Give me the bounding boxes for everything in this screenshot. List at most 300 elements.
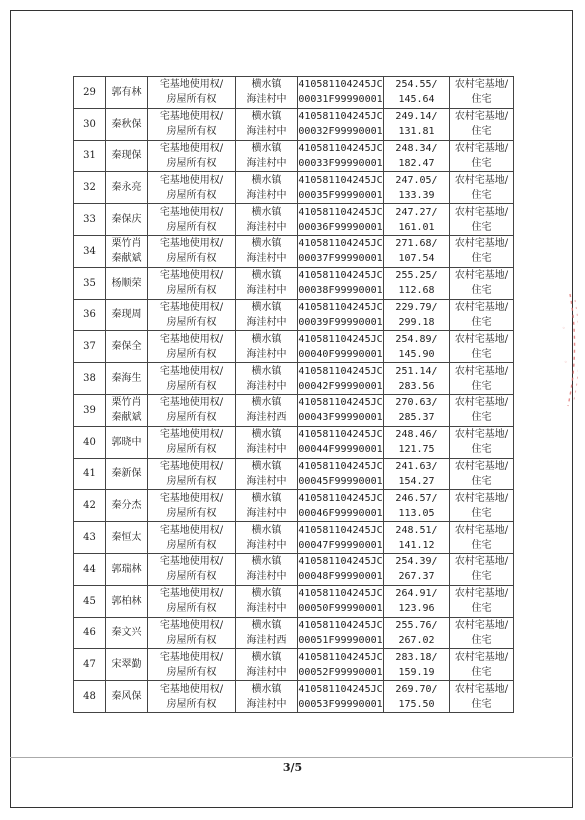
records-body: [74, 77, 514, 713]
row-number-cell: 43: [74, 522, 106, 554]
unit-code-cell: [298, 553, 384, 585]
land-use-cell: [450, 617, 514, 649]
area-cell: [384, 331, 450, 363]
right-type-line: 宅基地使用权/: [159, 111, 224, 123]
right-type-line: 宅基地使用权/: [159, 270, 224, 282]
area-line: 271.68/: [395, 238, 438, 250]
unit-code-line: 410581104245JC: [298, 556, 383, 568]
location-line: 海洼村中: [246, 666, 287, 678]
location-line: 横水镇: [251, 333, 282, 345]
location-cell: [236, 204, 298, 236]
unit-code-line: 00037F99990001: [298, 253, 383, 265]
area-line: 267.02: [398, 634, 435, 646]
land-use-line: 农村宅基地/: [454, 174, 509, 186]
owner-name-cell: 秦海生: [106, 363, 148, 395]
land-use-line: 农村宅基地/: [454, 683, 509, 695]
area-cell: [384, 235, 450, 267]
right-type-line: 宅基地使用权/: [159, 460, 224, 472]
location-cell: [236, 140, 298, 172]
location-line: 海洼村中: [246, 285, 287, 297]
land-use-line: 住宅: [471, 412, 492, 424]
area-cell: [384, 363, 450, 395]
area-line: 254.39/: [395, 556, 438, 568]
location-cell: [236, 77, 298, 109]
right-type-line: 宅基地使用权/: [159, 365, 224, 377]
location-line: 横水镇: [251, 238, 282, 250]
area-line: 113.05: [398, 507, 435, 519]
area-line: 254.55/: [395, 79, 438, 91]
right-type-line: 房屋所有权: [166, 348, 217, 360]
area-line: 249.14/: [395, 111, 438, 123]
right-type-line: 宅基地使用权/: [159, 333, 224, 345]
land-use-line: 住宅: [471, 507, 492, 519]
area-line: 154.27: [398, 475, 435, 487]
owner-name-cell: 秦秋保: [106, 108, 148, 140]
location-line: 海洼村中: [246, 189, 287, 201]
unit-code-cell: [298, 458, 384, 490]
location-line: 横水镇: [251, 270, 282, 282]
right-type-line: 宅基地使用权/: [159, 142, 224, 154]
owner-name-line: 秦献斌: [111, 253, 142, 265]
right-type-line: 房屋所有权: [166, 316, 217, 328]
unit-code-line: 410581104245JC: [298, 111, 383, 123]
unit-code-line: 410581104245JC: [298, 619, 383, 631]
right-type-line: 房屋所有权: [166, 444, 217, 456]
svg-text:◦: ◦: [562, 325, 566, 332]
owner-name-cell: 秦恒太: [106, 522, 148, 554]
area-cell: [384, 553, 450, 585]
right-type-line: 房屋所有权: [166, 221, 217, 233]
location-cell: [236, 458, 298, 490]
right-type-cell: [148, 426, 236, 458]
unit-code-line: 410581104245JC: [298, 492, 383, 504]
unit-code-cell: [298, 394, 384, 426]
location-line: 横水镇: [251, 588, 282, 600]
unit-code-line: 00046F99990001: [298, 507, 383, 519]
unit-code-line: 410581104245JC: [298, 588, 383, 600]
land-use-line: 住宅: [471, 539, 492, 551]
unit-code-line: 410581104245JC: [298, 429, 383, 441]
location-line: 海洼村中: [246, 94, 287, 106]
location-line: 海洼村中: [246, 698, 287, 710]
location-cell: [236, 490, 298, 522]
area-line: 175.50: [398, 698, 435, 710]
owner-name-cell: 秦风保: [106, 681, 148, 713]
location-line: 海洼村中: [246, 571, 287, 583]
unit-code-cell: [298, 649, 384, 681]
unit-code-line: 00050F99990001: [298, 603, 383, 615]
land-use-line: 住宅: [471, 189, 492, 201]
table-row: [74, 649, 514, 681]
land-use-cell: [450, 77, 514, 109]
owner-name-cell: 秦永亮: [106, 172, 148, 204]
table-row: [74, 458, 514, 490]
unit-code-line: 00035F99990001: [298, 189, 383, 201]
table-row: [74, 681, 514, 713]
unit-code-line: 00033F99990001: [298, 157, 383, 169]
location-cell: [236, 681, 298, 713]
location-line: 海洼村中: [246, 444, 287, 456]
land-use-line: 住宅: [471, 285, 492, 297]
unit-code-cell: [298, 585, 384, 617]
area-line: 161.01: [398, 221, 435, 233]
area-line: 247.05/: [395, 174, 438, 186]
unit-code-line: 410581104245JC: [298, 79, 383, 91]
right-type-cell: [148, 77, 236, 109]
location-line: 海洼村中: [246, 253, 287, 265]
area-line: 107.54: [398, 253, 435, 265]
right-type-cell: [148, 331, 236, 363]
land-use-line: 住宅: [471, 316, 492, 328]
unit-code-cell: [298, 331, 384, 363]
area-cell: [384, 77, 450, 109]
unit-code-cell: [298, 681, 384, 713]
unit-code-cell: [298, 522, 384, 554]
row-number-cell: 40: [74, 426, 106, 458]
land-use-line: 农村宅基地/: [454, 429, 509, 441]
unit-code-cell: [298, 108, 384, 140]
land-use-line: 农村宅基地/: [454, 206, 509, 218]
owner-name-cell: 秦文兴: [106, 617, 148, 649]
owner-name-cell: 秦分杰: [106, 490, 148, 522]
location-line: 横水镇: [251, 619, 282, 631]
area-line: 131.81: [398, 126, 435, 138]
right-type-line: 房屋所有权: [166, 285, 217, 297]
land-use-cell: [450, 140, 514, 172]
area-line: 121.75: [398, 444, 435, 456]
records-table: [73, 76, 514, 713]
area-line: 255.76/: [395, 619, 438, 631]
land-use-line: 农村宅基地/: [454, 588, 509, 600]
location-line: 海洼村中: [246, 507, 287, 519]
land-use-cell: [450, 522, 514, 554]
right-type-line: 宅基地使用权/: [159, 619, 224, 631]
row-number-cell: 33: [74, 204, 106, 236]
land-use-line: 农村宅基地/: [454, 79, 509, 91]
location-line: 海洼村中: [246, 380, 287, 392]
area-line: 229.79/: [395, 301, 438, 313]
unit-code-cell: [298, 490, 384, 522]
owner-name-cell: 秦现保: [106, 140, 148, 172]
row-number-cell: 32: [74, 172, 106, 204]
table-row: [74, 77, 514, 109]
land-use-line: 住宅: [471, 94, 492, 106]
right-type-line: 宅基地使用权/: [159, 492, 224, 504]
table-row: [74, 553, 514, 585]
unit-code-cell: [298, 172, 384, 204]
unit-code-line: 00032F99990001: [298, 126, 383, 138]
land-use-line: 住宅: [471, 666, 492, 678]
land-use-line: 住宅: [471, 571, 492, 583]
area-cell: [384, 522, 450, 554]
unit-code-line: 410581104245JC: [298, 270, 383, 282]
right-type-line: 房屋所有权: [166, 94, 217, 106]
unit-code-line: 00052F99990001: [298, 666, 383, 678]
location-cell: [236, 426, 298, 458]
right-type-line: 房屋所有权: [166, 539, 217, 551]
location-cell: [236, 649, 298, 681]
unit-code-line: 410581104245JC: [298, 238, 383, 250]
land-use-line: 农村宅基地/: [454, 619, 509, 631]
location-line: 横水镇: [251, 651, 282, 663]
owner-name-line: 栗竹肖: [111, 397, 142, 409]
area-line: 246.57/: [395, 492, 438, 504]
land-use-cell: [450, 299, 514, 331]
area-line: 270.63/: [395, 397, 438, 409]
owner-name-cell: 郭柏林: [106, 585, 148, 617]
area-line: 283.18/: [395, 651, 438, 663]
row-number-cell: 34: [74, 235, 106, 267]
right-type-line: 宅基地使用权/: [159, 238, 224, 250]
area-cell: [384, 426, 450, 458]
land-use-line: 住宅: [471, 253, 492, 265]
owner-name-cell: [106, 235, 148, 267]
area-cell: [384, 267, 450, 299]
unit-code-line: 00044F99990001: [298, 444, 383, 456]
row-number-cell: 37: [74, 331, 106, 363]
unit-code-line: 410581104245JC: [298, 460, 383, 472]
table-row: [74, 108, 514, 140]
row-number-cell: 46: [74, 617, 106, 649]
owner-name-cell: 秦现周: [106, 299, 148, 331]
right-type-line: 房屋所有权: [166, 157, 217, 169]
land-use-line: 住宅: [471, 444, 492, 456]
right-type-line: 宅基地使用权/: [159, 429, 224, 441]
unit-code-line: 00036F99990001: [298, 221, 383, 233]
table-row: [74, 522, 514, 554]
land-use-cell: [450, 426, 514, 458]
right-type-cell: [148, 363, 236, 395]
location-line: 横水镇: [251, 174, 282, 186]
location-line: 海洼村西: [246, 412, 287, 424]
row-number-cell: 39: [74, 394, 106, 426]
right-type-line: 房屋所有权: [166, 253, 217, 265]
table-row: [74, 617, 514, 649]
owner-name-line: 秦献斌: [111, 412, 142, 424]
right-type-line: 房屋所有权: [166, 634, 217, 646]
unit-code-line: 410581104245JC: [298, 174, 383, 186]
area-line: 123.96: [398, 603, 435, 615]
right-type-line: 宅基地使用权/: [159, 206, 224, 218]
owner-name-cell: 郭有林: [106, 77, 148, 109]
right-type-cell: [148, 204, 236, 236]
area-line: 248.51/: [395, 524, 438, 536]
red-seal-stamp-edge: [548, 290, 578, 410]
location-line: 横水镇: [251, 492, 282, 504]
land-use-line: 农村宅基地/: [454, 111, 509, 123]
land-use-cell: [450, 585, 514, 617]
area-cell: [384, 585, 450, 617]
unit-code-cell: [298, 267, 384, 299]
location-line: 海洼村中: [246, 475, 287, 487]
right-type-line: 宅基地使用权/: [159, 79, 224, 91]
right-type-cell: [148, 522, 236, 554]
area-line: 255.25/: [395, 270, 438, 282]
area-line: 241.63/: [395, 460, 438, 472]
right-type-cell: [148, 267, 236, 299]
area-cell: [384, 299, 450, 331]
owner-name-cell: [106, 394, 148, 426]
area-cell: [384, 458, 450, 490]
unit-code-line: 410581104245JC: [298, 142, 383, 154]
land-use-line: 农村宅基地/: [454, 365, 509, 377]
land-use-line: 农村宅基地/: [454, 142, 509, 154]
land-use-cell: [450, 681, 514, 713]
land-use-cell: [450, 235, 514, 267]
land-use-line: 住宅: [471, 603, 492, 615]
owner-name-cell: 郭瑞林: [106, 553, 148, 585]
location-line: 横水镇: [251, 397, 282, 409]
row-number-cell: 38: [74, 363, 106, 395]
row-number-cell: 30: [74, 108, 106, 140]
right-type-line: 宅基地使用权/: [159, 301, 224, 313]
row-number-cell: 29: [74, 77, 106, 109]
unit-code-line: 410581104245JC: [298, 333, 383, 345]
unit-code-line: 00048F99990001: [298, 571, 383, 583]
right-type-line: 宅基地使用权/: [159, 524, 224, 536]
owner-name-cell: 秦保庆: [106, 204, 148, 236]
area-cell: [384, 172, 450, 204]
area-line: 254.89/: [395, 333, 438, 345]
table-row: [74, 299, 514, 331]
row-number-cell: 48: [74, 681, 106, 713]
row-number-cell: 44: [74, 553, 106, 585]
area-cell: [384, 140, 450, 172]
location-line: 海洼村中: [246, 221, 287, 233]
right-type-line: 房屋所有权: [166, 507, 217, 519]
unit-code-line: 410581104245JC: [298, 524, 383, 536]
land-use-line: 住宅: [471, 698, 492, 710]
location-cell: [236, 363, 298, 395]
footer-divider: [10, 757, 573, 758]
row-number-cell: 42: [74, 490, 106, 522]
area-line: 145.64: [398, 94, 435, 106]
location-line: 海洼村西: [246, 634, 287, 646]
right-type-line: 房屋所有权: [166, 126, 217, 138]
right-type-cell: [148, 108, 236, 140]
unit-code-line: 00051F99990001: [298, 634, 383, 646]
right-type-cell: [148, 299, 236, 331]
right-type-cell: [148, 553, 236, 585]
table-row: [74, 490, 514, 522]
location-line: 横水镇: [251, 206, 282, 218]
area-line: 247.27/: [395, 206, 438, 218]
land-use-line: 农村宅基地/: [454, 301, 509, 313]
row-number-cell: 45: [74, 585, 106, 617]
right-type-line: 宅基地使用权/: [159, 174, 224, 186]
land-use-line: 农村宅基地/: [454, 524, 509, 536]
right-type-line: 房屋所有权: [166, 698, 217, 710]
unit-code-line: 00043F99990001: [298, 412, 383, 424]
location-line: 横水镇: [251, 301, 282, 313]
location-line: 横水镇: [251, 429, 282, 441]
location-line: 横水镇: [251, 142, 282, 154]
owner-name-cell: 杨顺荣: [106, 267, 148, 299]
table-row: [74, 394, 514, 426]
row-number-cell: 41: [74, 458, 106, 490]
land-use-line: 住宅: [471, 475, 492, 487]
land-use-cell: [450, 394, 514, 426]
right-type-cell: [148, 490, 236, 522]
land-use-line: 住宅: [471, 634, 492, 646]
location-line: 海洼村中: [246, 157, 287, 169]
location-cell: [236, 108, 298, 140]
area-cell: [384, 649, 450, 681]
area-line: 251.14/: [395, 365, 438, 377]
unit-code-cell: [298, 363, 384, 395]
unit-code-line: 410581104245JC: [298, 683, 383, 695]
location-line: 横水镇: [251, 365, 282, 377]
location-line: 海洼村中: [246, 126, 287, 138]
land-use-cell: [450, 108, 514, 140]
land-use-line: 住宅: [471, 348, 492, 360]
land-use-cell: [450, 204, 514, 236]
area-cell: [384, 617, 450, 649]
area-line: 264.91/: [395, 588, 438, 600]
location-cell: [236, 585, 298, 617]
right-type-cell: [148, 235, 236, 267]
row-number-cell: 35: [74, 267, 106, 299]
land-use-line: 农村宅基地/: [454, 460, 509, 472]
land-use-cell: [450, 363, 514, 395]
land-use-cell: [450, 458, 514, 490]
right-type-cell: [148, 172, 236, 204]
owner-name-cell: 郭晓中: [106, 426, 148, 458]
unit-code-line: 00047F99990001: [298, 539, 383, 551]
land-use-line: 农村宅基地/: [454, 270, 509, 282]
area-line: 145.90: [398, 348, 435, 360]
location-line: 横水镇: [251, 111, 282, 123]
area-line: 267.37: [398, 571, 435, 583]
svg-text:◦: ◦: [564, 359, 568, 366]
unit-code-cell: [298, 235, 384, 267]
unit-code-cell: [298, 299, 384, 331]
unit-code-cell: [298, 77, 384, 109]
unit-code-line: 410581104245JC: [298, 397, 383, 409]
table-row: [74, 426, 514, 458]
right-type-line: 宅基地使用权/: [159, 651, 224, 663]
area-cell: [384, 108, 450, 140]
unit-code-cell: [298, 426, 384, 458]
table-row: [74, 140, 514, 172]
area-line: 112.68: [398, 285, 435, 297]
area-line: 269.70/: [395, 683, 438, 695]
table-row: [74, 235, 514, 267]
area-cell: [384, 394, 450, 426]
area-line: 248.34/: [395, 142, 438, 154]
unit-code-line: 00040F99990001: [298, 348, 383, 360]
owner-name-cell: 宋翠勤: [106, 649, 148, 681]
owner-name-line: 栗竹肖: [111, 238, 142, 250]
location-cell: [236, 522, 298, 554]
land-use-cell: [450, 267, 514, 299]
row-number-cell: 31: [74, 140, 106, 172]
area-line: 133.39: [398, 189, 435, 201]
right-type-line: 房屋所有权: [166, 189, 217, 201]
right-type-line: 房屋所有权: [166, 666, 217, 678]
unit-code-cell: [298, 204, 384, 236]
unit-code-cell: [298, 617, 384, 649]
location-line: 海洼村中: [246, 603, 287, 615]
right-type-cell: [148, 585, 236, 617]
unit-code-line: 410581104245JC: [298, 301, 383, 313]
land-use-cell: [450, 490, 514, 522]
right-type-line: 房屋所有权: [166, 571, 217, 583]
table-row: [74, 204, 514, 236]
location-line: 横水镇: [251, 683, 282, 695]
area-line: 299.18: [398, 316, 435, 328]
page-number: 3/5: [282, 761, 303, 774]
